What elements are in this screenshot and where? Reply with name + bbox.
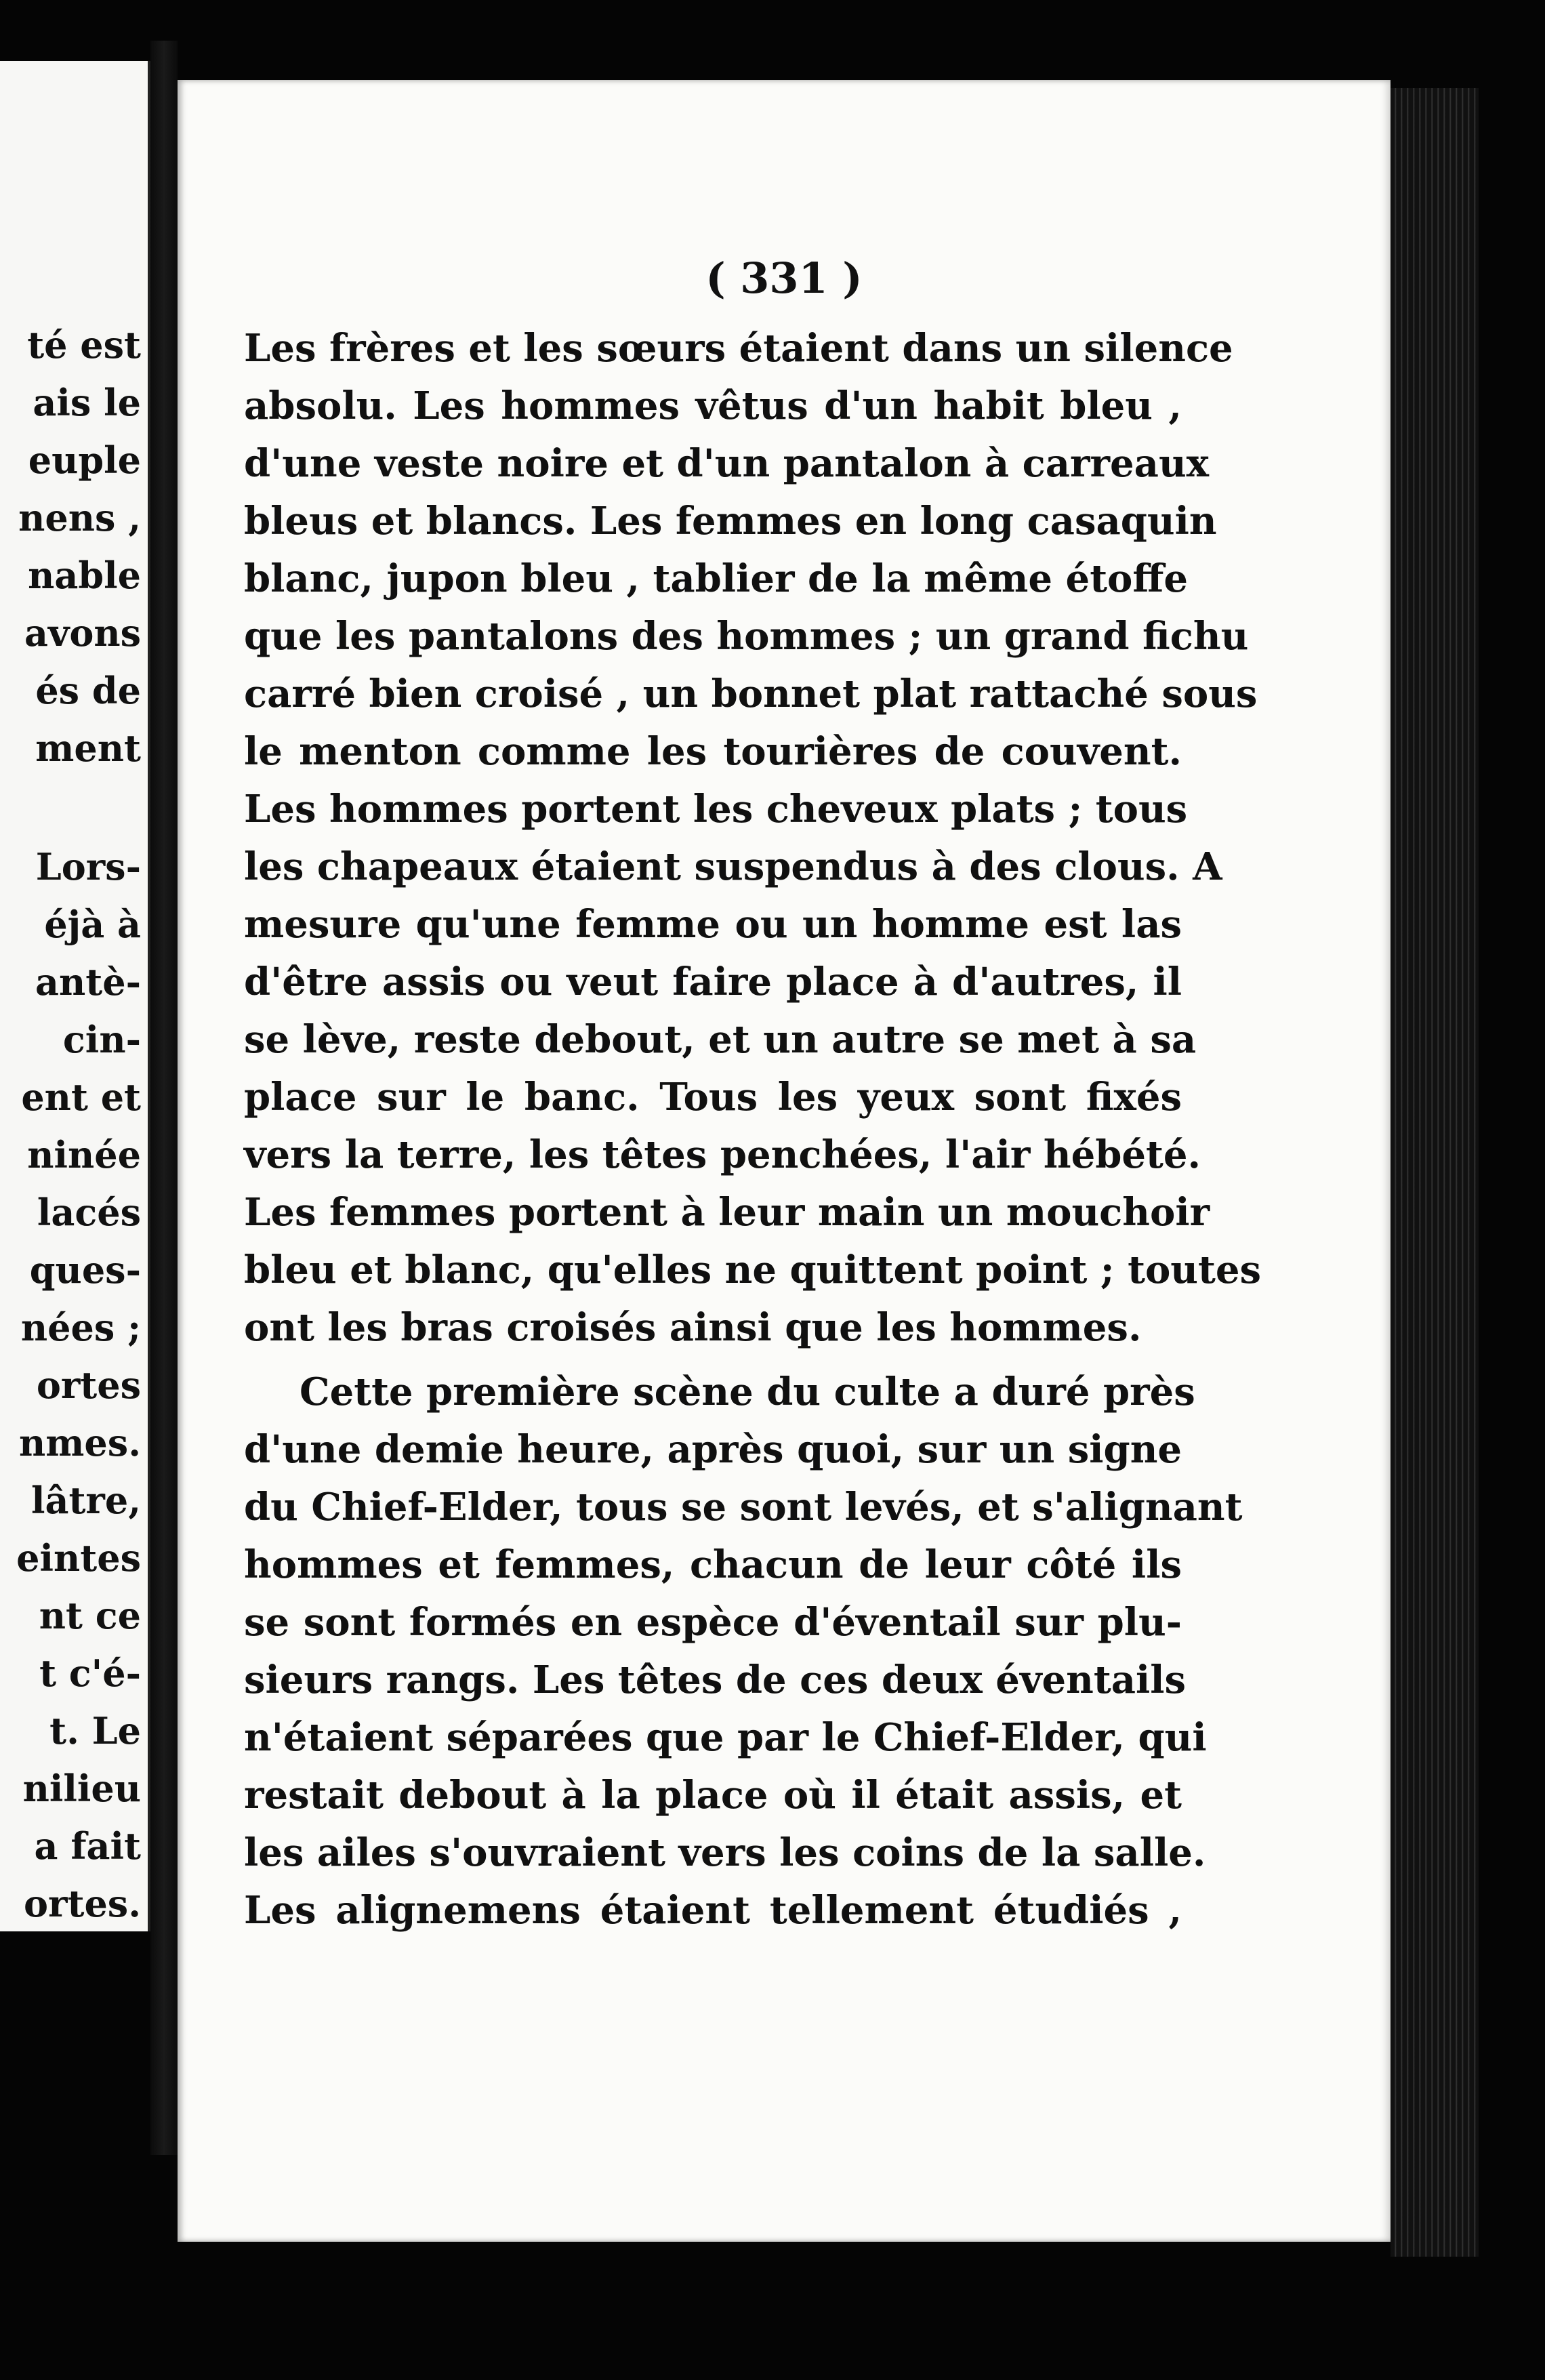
left-page-line: ninée	[27, 1133, 141, 1176]
body-text-line: se sont formés en espèce d'éventail sur plu-	[244, 1600, 1182, 1645]
paragraph-first-line: Cette première scène du culte a duré près	[300, 1370, 1195, 1414]
body-text-line: vers la terre, les têtes penchées, l'air hébété.	[244, 1132, 1201, 1177]
left-page-line: nens ,	[18, 496, 141, 539]
left-page-line: nmes.	[19, 1421, 141, 1464]
body-text-line: se lève, reste debout, et un autre se met à sa	[244, 1017, 1197, 1062]
left-page-line: té est	[27, 323, 141, 367]
left-page-line: cin-	[62, 1018, 141, 1061]
body-text-line: ont les bras croisés ainsi que les hommes.	[244, 1305, 1142, 1350]
body-text-line: Les femmes portent à leur main un mouchoir	[244, 1190, 1210, 1235]
left-page-line: nilieu	[22, 1767, 141, 1810]
body-text-line: d'une demie heure, après quoi, sur un signe	[244, 1427, 1182, 1472]
left-page-line: nt ce	[39, 1594, 141, 1637]
left-page-line: ment	[35, 726, 141, 770]
body-text-line: les ailes s'ouvraient vers les coins de la salle.	[244, 1830, 1206, 1875]
body-text-line: le menton comme les tourières de couvent.	[244, 729, 1182, 774]
body-text-line: Les hommes portent les cheveux plats ; tous	[244, 787, 1188, 832]
body-text-line: place sur le banc. Tous les yeux sont fixés	[244, 1075, 1182, 1120]
body-text-line: d'une veste noire et d'un pantalon à carreaux	[244, 441, 1210, 486]
body-text-line: blanc, jupon bleu , tablier de la même étoffe	[244, 556, 1188, 601]
left-page-line: ortes	[36, 1363, 141, 1407]
body-text-line: bleu et blanc, qu'elles ne quittent point ; toutes	[244, 1248, 1262, 1292]
left-page-line: és de	[35, 669, 141, 712]
main-page	[178, 80, 1390, 2242]
left-page-line: ais le	[33, 381, 141, 424]
body-text-line: que les pantalons des hommes ; un grand fichu	[244, 614, 1249, 659]
left-page-line: antè-	[35, 960, 141, 1004]
body-text-line: absolu. Les hommes vêtus d'un habit bleu ,	[244, 384, 1182, 428]
body-text-line: hommes et femmes, chacun de leur côté ils	[244, 1542, 1182, 1587]
left-facing-page	[0, 61, 150, 1931]
left-page-line: lâtre,	[30, 1479, 141, 1522]
left-page-line: ortes.	[24, 1882, 141, 1925]
left-page-line: avons	[24, 611, 141, 655]
left-page-line: euple	[28, 438, 141, 482]
left-page-line: Lors-	[35, 845, 141, 888]
body-text-line: les chapeaux étaient suspendus à des clous. A	[244, 844, 1222, 889]
left-page-line: ent et	[21, 1075, 141, 1119]
page-number: ( 331 )	[705, 253, 863, 303]
body-text-line: Les frères et les sœurs étaient dans un silence	[244, 326, 1233, 371]
left-page-line: eintes	[16, 1536, 141, 1580]
body-text-line: carré bien croisé , un bonnet plat rattaché sous	[244, 672, 1258, 716]
page-edge-stack	[1390, 88, 1479, 2257]
body-text-line: mesure qu'une femme ou un homme est las	[244, 902, 1182, 947]
left-page-line: ques-	[29, 1248, 141, 1292]
left-page-line: lacés	[37, 1191, 141, 1234]
book-gutter	[150, 41, 178, 2155]
body-text-line: n'étaient séparées que par le Chief-Elder, qui	[244, 1715, 1207, 1760]
left-page-line: t. Le	[49, 1709, 141, 1752]
body-text-line: du Chief-Elder, tous se sont levés, et s'alignant	[244, 1485, 1243, 1530]
body-text-line: d'être assis ou veut faire place à d'autres, il	[244, 960, 1182, 1004]
left-page-line: t c'é-	[39, 1651, 141, 1695]
left-page-line: a fait	[34, 1824, 141, 1868]
body-text-line: Les alignemens étaient tellement étudiés ,	[244, 1888, 1182, 1933]
left-page-line: nable	[28, 554, 141, 597]
body-text-line: restait debout à la place où il était assis, et	[244, 1773, 1182, 1818]
body-text-line: bleus et blancs. Les femmes en long casaquin	[244, 499, 1217, 543]
left-page-line: nées ;	[20, 1306, 141, 1349]
left-page-line: éjà à	[44, 903, 141, 946]
body-text-line: sieurs rangs. Les têtes de ces deux éventails	[244, 1658, 1187, 1702]
